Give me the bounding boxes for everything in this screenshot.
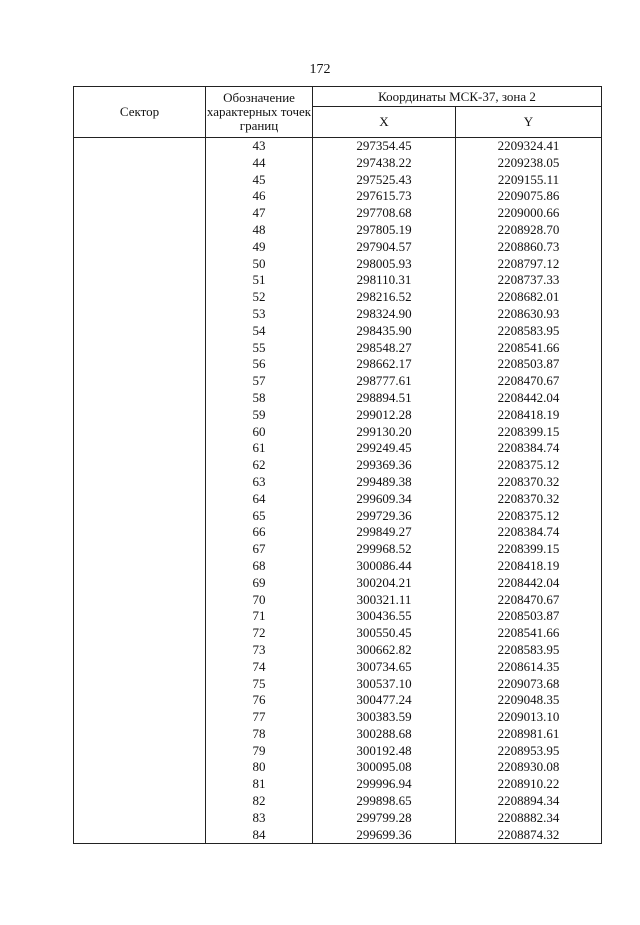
x-coordinate-cell: 299249.45 [313, 440, 456, 457]
point-id-cell: 43 [206, 138, 313, 155]
y-coordinate-cell: 2208503.87 [456, 608, 602, 625]
y-coordinate-cell: 2208541.66 [456, 340, 602, 357]
x-coordinate-cell: 299996.94 [313, 776, 456, 793]
point-id-cell: 78 [206, 726, 313, 743]
y-coordinate-cell: 2208860.73 [456, 239, 602, 256]
point-id-cell: 82 [206, 793, 313, 810]
y-coordinate-cell: 2208981.61 [456, 726, 602, 743]
y-header: Y [456, 107, 602, 138]
point-id-cell: 72 [206, 625, 313, 642]
point-id-cell: 69 [206, 575, 313, 592]
x-coordinate-cell: 299849.27 [313, 524, 456, 541]
point-id-cell: 73 [206, 642, 313, 659]
sector-cell [74, 138, 206, 844]
y-coordinate-cell: 2208930.08 [456, 759, 602, 776]
x-coordinate-cell: 300550.45 [313, 625, 456, 642]
point-id-cell: 44 [206, 155, 313, 172]
y-coordinate-cell: 2208894.34 [456, 793, 602, 810]
y-coordinate-cell: 2208541.66 [456, 625, 602, 642]
x-coordinate-cell: 300662.82 [313, 642, 456, 659]
y-coordinate-cell: 2208630.93 [456, 306, 602, 323]
x-coordinate-cell: 300383.59 [313, 709, 456, 726]
point-id-cell: 70 [206, 592, 313, 609]
y-coordinate-cell: 2208583.95 [456, 323, 602, 340]
x-coordinate-cell: 297805.19 [313, 222, 456, 239]
point-id-cell: 84 [206, 827, 313, 844]
x-coordinate-cell: 298662.17 [313, 356, 456, 373]
point-id-cell: 80 [206, 759, 313, 776]
x-coordinate-cell: 299012.28 [313, 407, 456, 424]
x-coordinate-cell: 297615.73 [313, 188, 456, 205]
x-coordinate-cell: 300477.24 [313, 692, 456, 709]
y-coordinate-cell: 2208737.33 [456, 272, 602, 289]
y-coordinate-cell: 2208470.67 [456, 373, 602, 390]
y-coordinate-cell: 2208797.12 [456, 256, 602, 273]
y-coordinate-cell: 2209075.86 [456, 188, 602, 205]
point-id-cell: 47 [206, 205, 313, 222]
x-coordinate-cell: 299799.28 [313, 810, 456, 827]
point-id-cell: 83 [206, 810, 313, 827]
y-coordinate-cell: 2209238.05 [456, 155, 602, 172]
page-number: 172 [309, 62, 331, 77]
y-coordinate-cell: 2208470.67 [456, 592, 602, 609]
y-coordinate-cell: 2208583.95 [456, 642, 602, 659]
x-coordinate-cell: 297904.57 [313, 239, 456, 256]
y-coordinate-cell: 2208370.32 [456, 491, 602, 508]
point-id-cell: 74 [206, 659, 313, 676]
x-coordinate-cell: 300537.10 [313, 676, 456, 693]
x-coordinate-cell: 297354.45 [313, 138, 456, 155]
designation-header: Обозначение характерных точек границ [206, 87, 313, 138]
y-coordinate-cell: 2208399.15 [456, 541, 602, 558]
x-coordinate-cell: 297525.43 [313, 172, 456, 189]
point-id-cell: 62 [206, 457, 313, 474]
x-coordinate-cell: 299699.36 [313, 827, 456, 844]
x-coordinate-cell: 300321.11 [313, 592, 456, 609]
y-coordinate-cell: 2209155.11 [456, 172, 602, 189]
point-id-cell: 49 [206, 239, 313, 256]
point-id-cell: 57 [206, 373, 313, 390]
point-id-cell: 63 [206, 474, 313, 491]
point-id-cell: 79 [206, 743, 313, 760]
point-id-cell: 66 [206, 524, 313, 541]
point-id-cell: 75 [206, 676, 313, 693]
x-coordinate-cell: 297438.22 [313, 155, 456, 172]
point-id-cell: 56 [206, 356, 313, 373]
point-id-cell: 59 [206, 407, 313, 424]
y-coordinate-cell: 2208399.15 [456, 424, 602, 441]
x-coordinate-cell: 299369.36 [313, 457, 456, 474]
x-coordinate-cell: 299130.20 [313, 424, 456, 441]
x-coordinate-cell: 300436.55 [313, 608, 456, 625]
y-coordinate-cell: 2208384.74 [456, 524, 602, 541]
y-coordinate-cell: 2208418.19 [456, 407, 602, 424]
y-coordinate-cell: 2209073.68 [456, 676, 602, 693]
x-coordinate-cell: 298777.61 [313, 373, 456, 390]
table-row [74, 138, 602, 155]
x-coordinate-cell: 300192.48 [313, 743, 456, 760]
x-coordinate-cell: 300204.21 [313, 575, 456, 592]
x-coordinate-cell: 300734.65 [313, 659, 456, 676]
coords-group-header: Координаты МСК-37, зона 2 [313, 87, 602, 107]
y-coordinate-cell: 2209324.41 [456, 138, 602, 155]
sector-header: Сектор [74, 87, 206, 138]
y-coordinate-cell: 2208370.32 [456, 474, 602, 491]
y-coordinate-cell: 2208384.74 [456, 440, 602, 457]
y-coordinate-cell: 2208953.95 [456, 743, 602, 760]
x-coordinate-cell: 298110.31 [313, 272, 456, 289]
x-header: X [313, 107, 456, 138]
x-coordinate-cell: 300288.68 [313, 726, 456, 743]
x-coordinate-cell: 298324.90 [313, 306, 456, 323]
table-body [74, 138, 602, 844]
y-coordinate-cell: 2208442.04 [456, 390, 602, 407]
coordinates-table [73, 86, 602, 844]
x-coordinate-cell: 298216.52 [313, 289, 456, 306]
table-header [74, 87, 602, 138]
point-id-cell: 52 [206, 289, 313, 306]
x-coordinate-cell: 298435.90 [313, 323, 456, 340]
x-coordinate-cell: 299489.38 [313, 474, 456, 491]
point-id-cell: 60 [206, 424, 313, 441]
point-id-cell: 77 [206, 709, 313, 726]
y-coordinate-cell: 2209000.66 [456, 205, 602, 222]
y-coordinate-cell: 2209048.35 [456, 692, 602, 709]
point-id-cell: 76 [206, 692, 313, 709]
point-id-cell: 48 [206, 222, 313, 239]
point-id-cell: 51 [206, 272, 313, 289]
point-id-cell: 65 [206, 508, 313, 525]
y-coordinate-cell: 2208682.01 [456, 289, 602, 306]
point-id-cell: 58 [206, 390, 313, 407]
point-id-cell: 67 [206, 541, 313, 558]
y-coordinate-cell: 2208442.04 [456, 575, 602, 592]
x-coordinate-cell: 299898.65 [313, 793, 456, 810]
point-id-cell: 45 [206, 172, 313, 189]
point-id-cell: 64 [206, 491, 313, 508]
point-id-cell: 53 [206, 306, 313, 323]
point-id-cell: 68 [206, 558, 313, 575]
x-coordinate-cell: 300086.44 [313, 558, 456, 575]
y-coordinate-cell: 2208375.12 [456, 457, 602, 474]
y-coordinate-cell: 2208503.87 [456, 356, 602, 373]
y-coordinate-cell: 2209013.10 [456, 709, 602, 726]
y-coordinate-cell: 2208910.22 [456, 776, 602, 793]
y-coordinate-cell: 2208874.32 [456, 827, 602, 844]
point-id-cell: 46 [206, 188, 313, 205]
y-coordinate-cell: 2208882.34 [456, 810, 602, 827]
y-coordinate-cell: 2208375.12 [456, 508, 602, 525]
point-id-cell: 61 [206, 440, 313, 457]
x-coordinate-cell: 298894.51 [313, 390, 456, 407]
point-id-cell: 81 [206, 776, 313, 793]
point-id-cell: 54 [206, 323, 313, 340]
point-id-cell: 55 [206, 340, 313, 357]
x-coordinate-cell: 300095.08 [313, 759, 456, 776]
x-coordinate-cell: 299609.34 [313, 491, 456, 508]
y-coordinate-cell: 2208928.70 [456, 222, 602, 239]
x-coordinate-cell: 298548.27 [313, 340, 456, 357]
x-coordinate-cell: 299968.52 [313, 541, 456, 558]
y-coordinate-cell: 2208614.35 [456, 659, 602, 676]
point-id-cell: 50 [206, 256, 313, 273]
x-coordinate-cell: 298005.93 [313, 256, 456, 273]
x-coordinate-cell: 299729.36 [313, 508, 456, 525]
y-coordinate-cell: 2208418.19 [456, 558, 602, 575]
x-coordinate-cell: 297708.68 [313, 205, 456, 222]
point-id-cell: 71 [206, 608, 313, 625]
